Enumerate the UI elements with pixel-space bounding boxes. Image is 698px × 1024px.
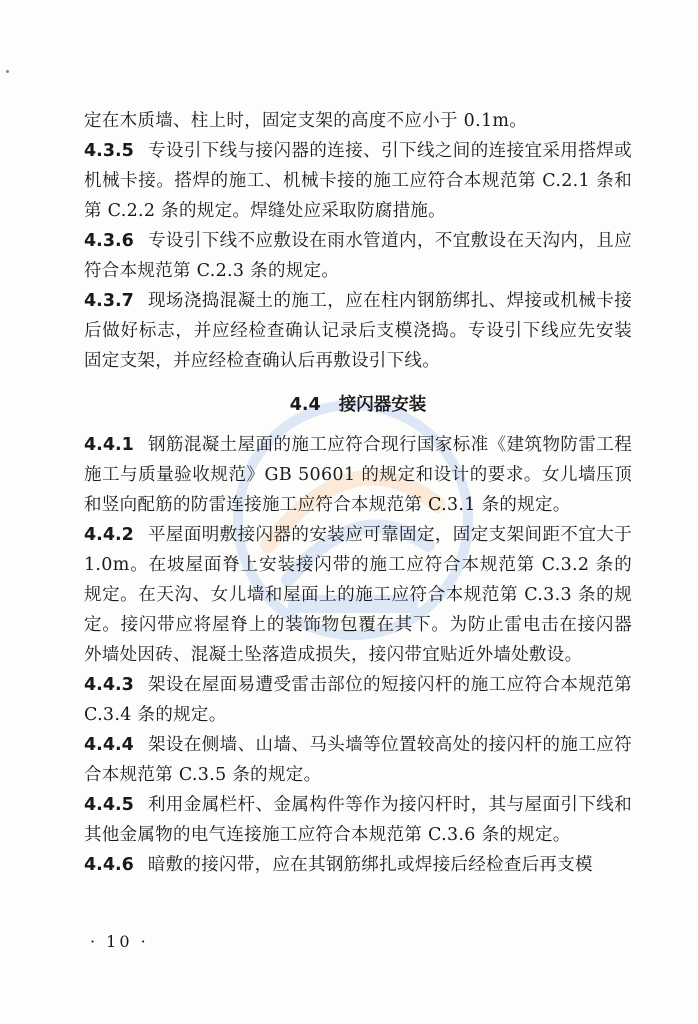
clause-number: 4.4.2: [84, 525, 134, 545]
clause-4-4-2: [84, 520, 632, 670]
clause-4-3-5: [84, 136, 632, 226]
clause-text: 架设在屋面易遭受雷击部位的短接闪杆的施工应符合本规范第 C.3.4 条的规定。: [84, 675, 632, 725]
section-title: 接闪器安装: [338, 395, 427, 415]
clause-4-3-6: [84, 226, 632, 286]
clause-4-4-5: [84, 790, 632, 850]
section-heading: [84, 390, 632, 420]
clause-number: 4.4.3: [84, 675, 134, 695]
clause-4-4-3: [84, 670, 632, 730]
clause-text: 专设引下线与接闪器的连接、引下线之间的连接宜采用搭焊或机械卡接。搭焊的施工、机械卡接的施工应符合本规范第 C.2.1 条和第 C.2.2 条的规定。焊缝处应采取防腐措施。: [84, 141, 632, 221]
paragraph-text: 定在木质墙、柱上时，固定支架的高度不应小于 0.1m。: [84, 111, 528, 131]
clause-number: 4.4.1: [84, 435, 134, 455]
clause-number: 4.3.5: [84, 141, 134, 161]
clause-text: 专设引下线不应敷设在雨水管道内，不宜敷设在天沟内，且应符合本规范第 C.2.3 条的规定。: [84, 231, 632, 281]
clause-number: 4.4.5: [84, 795, 134, 815]
clause-number: 4.3.7: [84, 291, 134, 311]
clause-text: 暗敷的接闪带，应在其钢筋绑扎或焊接后经检查后再支模: [147, 855, 593, 875]
clause-number: 4.4.4: [84, 735, 134, 755]
clause-number: 4.4.6: [84, 855, 134, 875]
section-number: 4.4: [289, 395, 321, 415]
clause-4-4-1: [84, 430, 632, 520]
clause-4-4-4: [84, 730, 632, 790]
clause-4-3-7: [84, 286, 632, 376]
clause-text: 利用金属栏杆、金属构件等作为接闪杆时，其与屋面引下线和其他金属物的电气连接施工应符合本规范第 C.3.6 条的规定。: [84, 795, 632, 845]
scan-speck: [6, 70, 9, 73]
clause-text: 现场浇捣混凝土的施工，应在柱内钢筋绑扎、焊接或机械卡接后做好标志，并应经检查确认记录后支模浇捣。专设引下线应先安装固定支架，并应经检查确认后再敷设引下线。: [84, 291, 632, 371]
clause-text: 钢筋混凝土屋面的施工应符合现行国家标准《建筑物防雷工程施工与质量验收规范》GB 50601 的规定和设计的要求。女儿墙压顶和竖向配筋的防雷连接施工应符合本规范第 C.3.1 条的规定。: [84, 435, 632, 515]
clause-number: 4.3.6: [84, 231, 134, 251]
page-number: · 10 ·: [90, 932, 149, 951]
clause-4-4-6: [84, 850, 632, 880]
clause-text: 平屋面明敷接闪器的安装应可靠固定，固定支架间距不宜大于 1.0m。在坡屋面脊上安装接闪带的施工应符合本规范第 C.3.2 条的规定。在天沟、女儿墙和屋面上的施工应符合本规范第 C.3.3 条的规定。接闪带应将屋脊上的装饰物包覆在其下。为防止雷电击在接闪器外墙处因砖、混凝土坠落造成损失，接闪带宜贴近外墙处敷设。: [84, 525, 632, 665]
clause-text: 架设在侧墙、山墙、马头墙等位置较高处的接闪杆的施工应符合本规范第 C.3.5 条的规定。: [84, 735, 632, 785]
document-body: [84, 106, 632, 880]
paragraph-continuation: [84, 106, 632, 136]
